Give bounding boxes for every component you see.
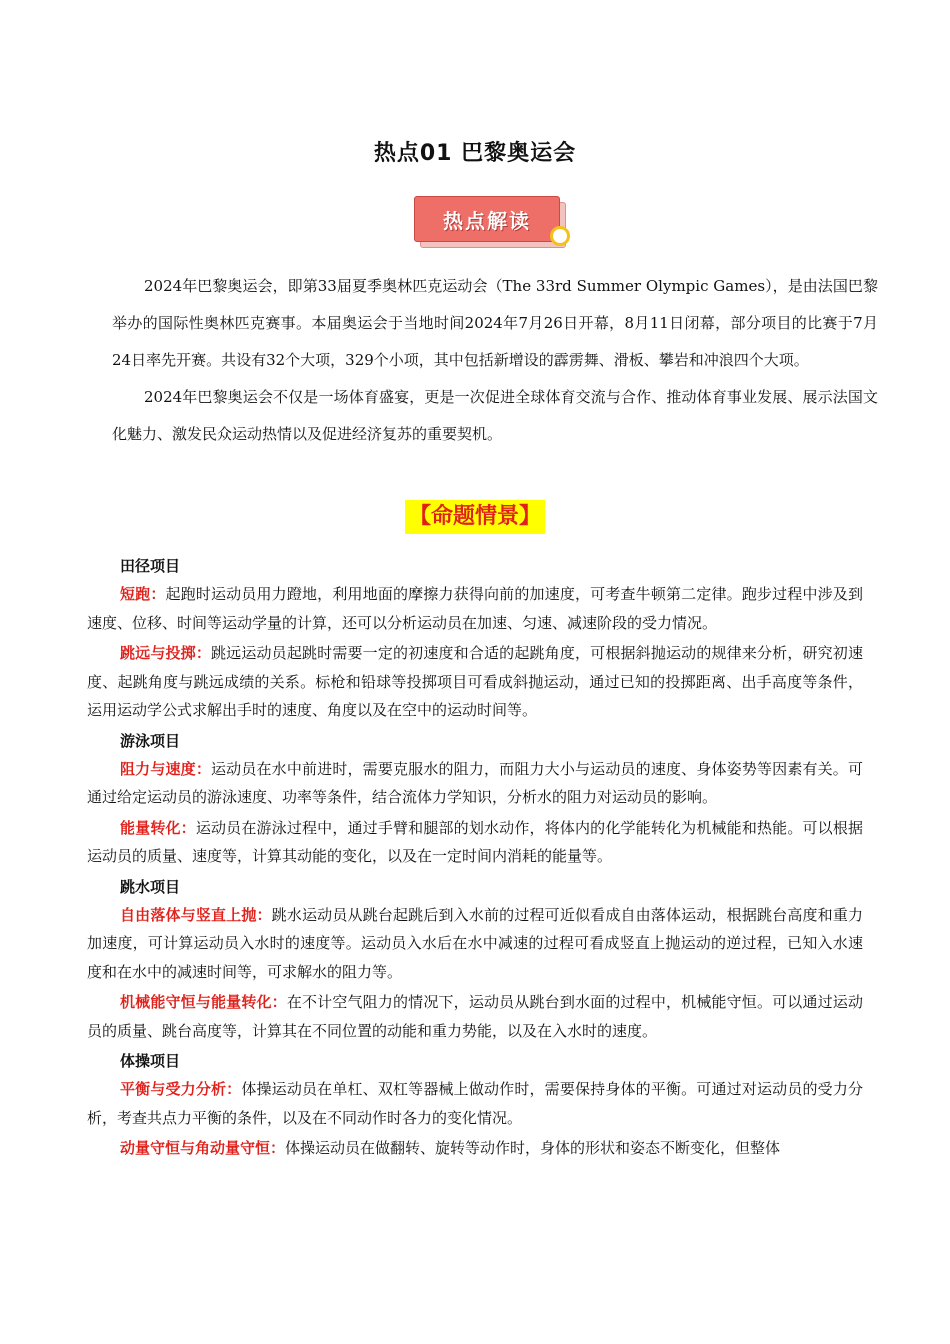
list-item — [87, 814, 863, 871]
item-text: 运动员在水中前进时，需要克服水的阻力，而阻力大小与运动员的速度、身体姿势等因素有关。可通过给定运动员的游泳速度、功率等条件，结合流体力学知识，分析水的阻力对运动员的影响。 — [87, 759, 863, 806]
section-heading-gym: 体操项目 — [120, 1052, 181, 1070]
list-item — [87, 755, 863, 812]
page-title: 热点01 巴黎奥运会 — [373, 141, 577, 166]
item-text: 跳水运动员从跳台起跳后到入水前的过程可近似看成自由落体运动，根据跳台高度和重力加速度，可计算运动员入水时的速度等。运动员入水后在水中减速的过程可看成竖直上抛运动的逆过程，已知入水速度和在水中的减速时间等，可求解水的阻力等。 — [87, 905, 863, 981]
list-item — [87, 1075, 863, 1132]
list-item — [87, 580, 863, 637]
list-item — [87, 639, 863, 725]
item-label: 阻力与速度： — [120, 759, 211, 778]
item-text: 体操运动员在做翻转、旋转等动作时，身体的形状和姿态不断变化，但整体 — [285, 1139, 781, 1157]
item-text: 体操运动员在单杠、双杠等器械上做动作时，需要保持身体的平衡。可通过对运动员的受力分析，考查共点力平衡的条件，以及在不同动作时各力的变化情况。 — [87, 1080, 863, 1127]
item-text: 跳远运动员起跳时需要一定的初速度和合适的起跳角度，可根据斜抛运动的规律来分析，研究初速度、起跳角度与跳远成绩的关系。标枪和铅球等投掷项目可看成斜抛运动，通过已知的投掷距离、出手高度等条件，运用运动学公式求解出手时的速度、角度以及在空中的运动时间等。 — [87, 644, 863, 719]
item-text: 在不计空气阻力的情况下，运动员从跳台到水面的过程中，机械能守恒。可以通过运动员的质量、跳台高度等，计算其在不同位置的动能和重力势能，以及在入水时的速度。 — [87, 993, 863, 1040]
scenario-content — [87, 552, 863, 1165]
item-label: 自由落体与竖直上抛： — [120, 905, 272, 924]
item-label: 机械能守恒与能量转化： — [120, 993, 287, 1011]
section-heading-track: 田径项目 — [120, 557, 181, 575]
item-text: 起跑时运动员用力蹬地，利用地面的摩擦力获得向前的加速度，可考查牛顿第二定律。跑步过程中涉及到速度、位移、时间等运动学量的计算，还可以分析运动员在加速、匀速、减速阶段的受力情况。 — [87, 585, 863, 632]
section-heading-swim: 游泳项目 — [120, 731, 181, 750]
hot-topic-badge — [414, 196, 570, 252]
list-item — [87, 988, 863, 1045]
item-label: 动量守恒与角动量守恒： — [120, 1139, 286, 1157]
section-heading-diving: 跳水项目 — [120, 877, 181, 896]
badge-label: 热点解读 — [414, 196, 560, 242]
item-label: 短跑： — [120, 585, 166, 603]
item-label: 平衡与受力分析： — [120, 1080, 242, 1098]
item-label: 能量转化： — [120, 818, 196, 837]
item-text: 运动员在游泳过程中，通过手臂和腿部的划水动作，将体内的化学能转化为机械能和热能。可以根据运动员的质量、速度等，计算其动能的变化，以及在一定时间内消耗的能量等。 — [87, 818, 863, 865]
item-label: 跳远与投掷： — [120, 644, 211, 662]
scenario-header — [0, 500, 950, 534]
ring-icon — [550, 226, 570, 246]
list-item — [87, 901, 863, 987]
intro-section — [112, 268, 878, 453]
list-item — [87, 1134, 863, 1163]
scenario-title: 【命题情景】 — [405, 500, 545, 534]
intro-paragraph-2: 2024年巴黎奥运会不仅是一场体育盛宴，更是一次促进全球体育交流与合作、推动体育事业发展、展示法国文化魅力、激发民众运动热情以及促进经济复苏的重要契机。 — [112, 388, 878, 443]
intro-paragraph-1: 2024年巴黎奥运会，即第33届夏季奥林匹克运动会（The 33rd Summer Olympic Games），是由法国巴黎举办的国际性奥林匹克赛事。本届奥运会于当地时间2024年7月26日开幕，8月11日闭幕，部分项目的比赛于7月24日率先开赛。共设有32个大项，329个小项，其中包括新增设的霹雳舞、滑板、攀岩和冲浪四个大项。 — [112, 277, 878, 369]
